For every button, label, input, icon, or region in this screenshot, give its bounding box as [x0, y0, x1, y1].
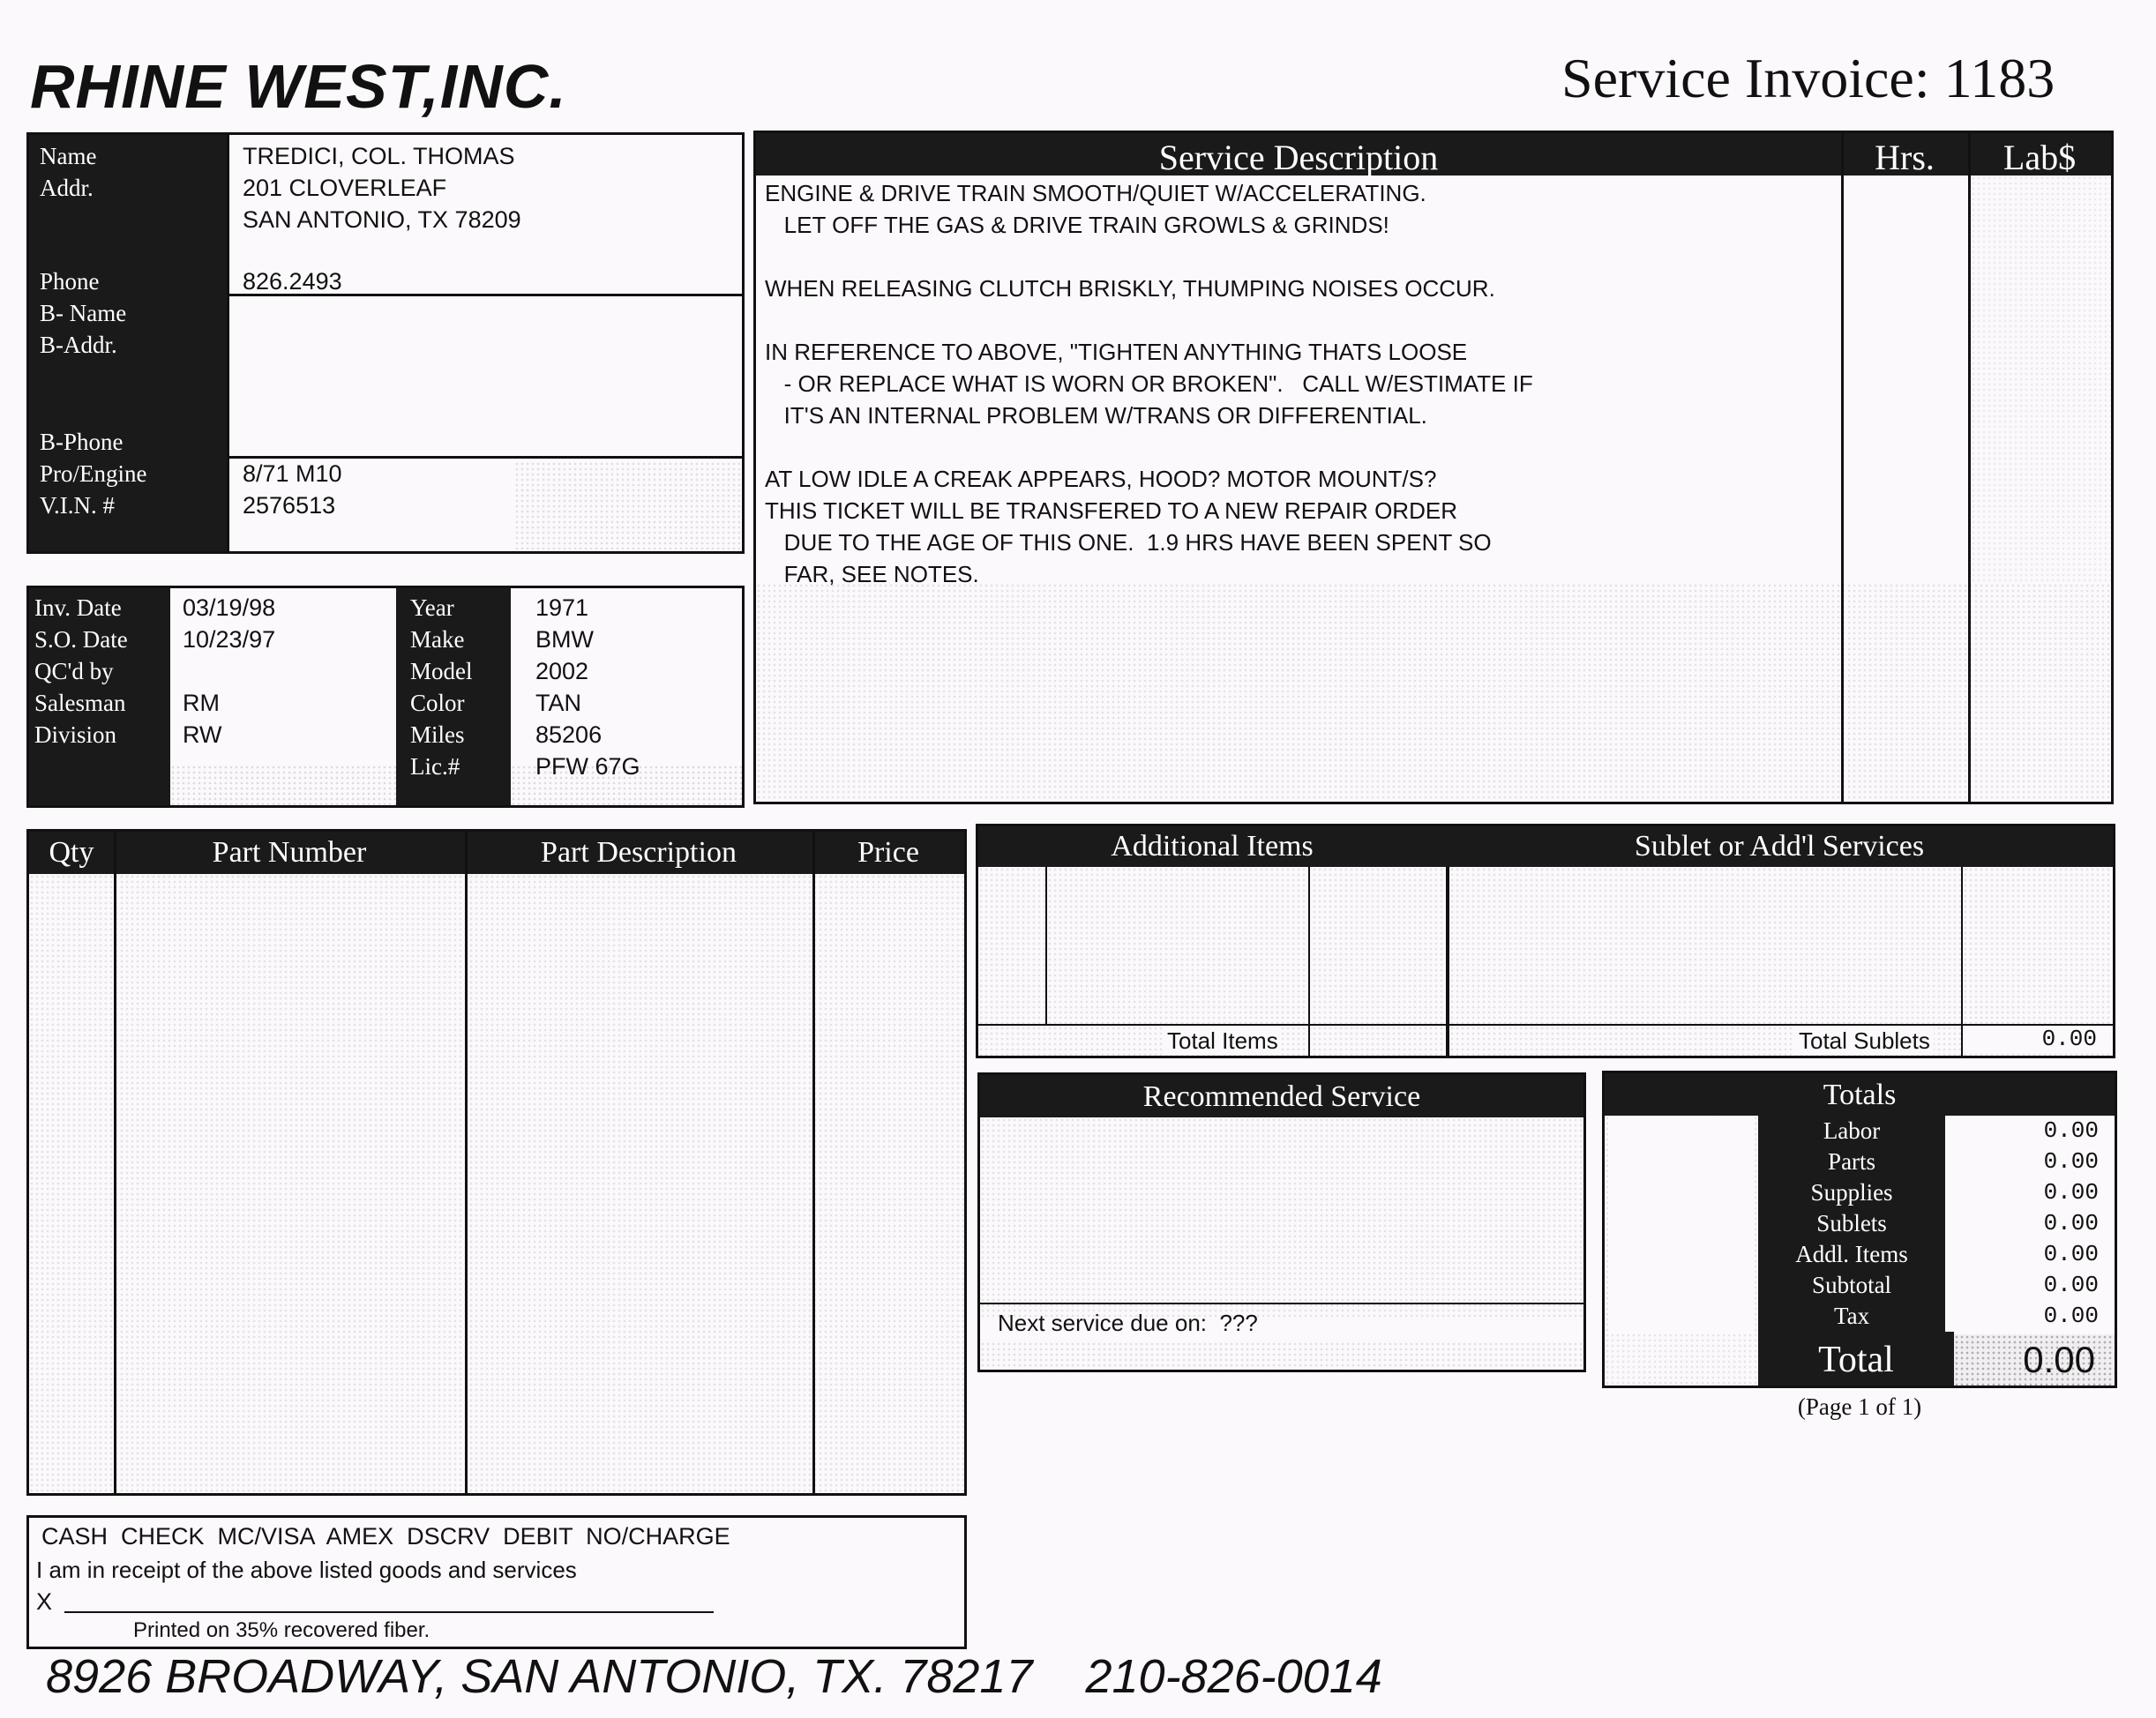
part-number-header: Part Number	[212, 836, 367, 869]
vin-number: 2576513	[243, 492, 336, 519]
vin-shade	[514, 461, 740, 549]
signature-x: X	[36, 1588, 53, 1615]
footer-address: 8926 BROADWAY, SAN ANTONIO, TX. 78217 210-826-0014	[46, 1650, 1382, 1703]
service-line: IN REFERENCE TO ABOVE, "TIGHTEN ANYTHING THATS LOOSE	[765, 339, 1468, 365]
recommended-shade	[980, 1117, 1583, 1320]
totals-row-subtotal	[1758, 1270, 2115, 1301]
make-label: Make	[410, 626, 465, 653]
sublets-label: Sublets	[1816, 1210, 1887, 1236]
model-label: Model	[410, 658, 473, 684]
vehicle-box	[26, 586, 745, 808]
division: RW	[183, 721, 222, 748]
page-indicator: (Page 1 of 1)	[1797, 1393, 1922, 1420]
additional-items-box	[976, 824, 2115, 1058]
total-value: 0.00	[1954, 1334, 2115, 1386]
qc-label: QC'd by	[34, 658, 114, 684]
proengine-label: Pro/Engine	[40, 460, 147, 487]
additional-totals-rule	[978, 1024, 2113, 1026]
hrs-header: Hrs.	[1875, 138, 1935, 177]
lab-shade	[1971, 176, 2111, 583]
price-column-divider	[812, 832, 815, 1493]
miles-label: Miles	[410, 721, 465, 748]
service-header: Service Description	[1158, 138, 1439, 177]
bname-label: B- Name	[40, 300, 127, 326]
phone-label: Phone	[40, 268, 100, 295]
service-line: ENGINE & DRIVE TRAIN SMOOTH/QUIET W/ACCELERATING.	[765, 180, 1426, 206]
customer-phone: 826.2493	[243, 268, 342, 295]
labor-label: Labor	[1823, 1117, 1881, 1144]
totals-header: Totals	[1823, 1079, 1897, 1111]
part-description-header: Part Description	[541, 836, 737, 869]
bphone-label: B-Phone	[40, 429, 124, 455]
subtotal-value: 0.00	[1945, 1270, 2115, 1301]
lic-label: Lic.#	[410, 753, 460, 780]
price-header: Price	[857, 836, 919, 869]
parts-value: 0.00	[1945, 1147, 2115, 1177]
company-name: RHINE WEST,INC.	[30, 52, 567, 121]
invoice-title	[1561, 46, 2055, 111]
service-line: - OR REPLACE WHAT IS WORN OR BROKEN". CALL W/ESTIMATE IF	[765, 370, 1533, 397]
service-line	[765, 431, 1832, 463]
name-label: Name	[40, 143, 97, 169]
recommended-box	[977, 1072, 1586, 1372]
service-line: THIS TICKET WILL BE TRANSFERED TO A NEW REPAIR ORDER	[765, 497, 1457, 524]
addr-label: Addr.	[40, 175, 94, 201]
pro-engine: 8/71 M10	[243, 460, 342, 487]
service-line: DUE TO THE AGE OF THIS ONE. 1.9 HRS HAVE BEEN SPENT SO	[765, 529, 1492, 556]
addl-items-label: Addl. Items	[1795, 1241, 1908, 1267]
totals-row-parts	[1758, 1147, 2115, 1177]
baddr-label: B-Addr.	[40, 332, 117, 358]
customer-name: TREDICI, COL. THOMAS	[243, 143, 515, 169]
service-line: LET OFF THE GAS & DRIVE TRAIN GROWLS & GRINDS!	[765, 212, 1389, 238]
service-shade	[756, 583, 2111, 802]
payment-methods: CASH CHECK MC/VISA AMEX DSCRV DEBIT NO/CHARGE	[41, 1523, 730, 1550]
service-line	[765, 241, 1832, 273]
service-box	[753, 131, 2114, 804]
vehicle-color: TAN	[535, 690, 581, 716]
additional-items-header: Additional Items	[1111, 830, 1314, 863]
additional-col-divider-2	[1308, 867, 1310, 1056]
recommended-header: Recommended Service	[1142, 1080, 1421, 1113]
vehicle-make: BMW	[535, 626, 594, 653]
vin-label: V.I.N. #	[40, 492, 116, 519]
recommended-bottom-shade	[980, 1341, 1583, 1370]
vehicle-miles: 85206	[535, 721, 603, 748]
qty-column-divider	[114, 832, 116, 1493]
service-line: AT LOW IDLE A CREAK APPEARS, HOOD? MOTOR MOUNT/S?	[765, 466, 1437, 492]
supplies-label: Supplies	[1810, 1179, 1893, 1206]
dates-shade	[170, 765, 396, 805]
additional-shade	[978, 867, 2113, 1056]
totals-row-supplies	[1758, 1177, 2115, 1208]
invoice-label: Service Invoice:	[1561, 47, 1930, 109]
totals-left-panel	[1608, 1117, 1755, 1334]
sublet-header: Sublet or Add'l Services	[1634, 830, 1925, 863]
payment-box	[26, 1515, 967, 1649]
customer-addr-line2: SAN ANTONIO, TX 78209	[243, 206, 521, 233]
recommended-rule	[980, 1303, 1583, 1304]
total-sublets-label: Total Sublets	[1795, 1027, 1934, 1055]
totals-row-sublets	[1758, 1208, 2115, 1239]
next-service-text: Next service due on: ???	[998, 1310, 1258, 1336]
additional-col-divider-1	[1045, 867, 1047, 1024]
inv-date-label: Inv. Date	[34, 594, 122, 621]
totals-box	[1602, 1071, 2117, 1388]
tax-label: Tax	[1834, 1303, 1870, 1329]
salesman: RM	[183, 690, 220, 716]
parts-label: Parts	[1828, 1148, 1876, 1175]
labor-value: 0.00	[1945, 1116, 2115, 1147]
sublets-value: 0.00	[1945, 1208, 2115, 1239]
parts-body-shade	[29, 874, 964, 1493]
service-line: FAR, SEE NOTES.	[765, 561, 979, 587]
service-line: IT'S AN INTERNAL PROBLEM W/TRANS OR DIFFERENTIAL.	[765, 402, 1427, 429]
customer-divider-vertical	[227, 135, 229, 551]
lab-header: Lab$	[2003, 138, 2077, 177]
printed-note: Printed on 35% recovered fiber.	[133, 1618, 430, 1642]
color-label: Color	[410, 690, 465, 716]
customer-addr-line1: 201 CLOVERLEAF	[243, 175, 447, 201]
total-sublets-value: 0.00	[1965, 1026, 2109, 1052]
salesman-label: Salesman	[34, 690, 126, 716]
vehicle-license: PFW 67G	[535, 753, 640, 780]
invoice-number: 1183	[1943, 47, 2055, 109]
signature-line[interactable]	[64, 1611, 714, 1613]
service-line: WHEN RELEASING CLUTCH BRISKLY, THUMPING NOISES OCCUR.	[765, 275, 1495, 302]
additional-sublet-divider	[1446, 867, 1449, 1056]
service-line	[765, 304, 1832, 336]
total-items-label: Total Items	[1164, 1027, 1282, 1055]
parts-table	[26, 829, 967, 1496]
subtotal-label: Subtotal	[1812, 1272, 1892, 1298]
totals-row-addl-items	[1758, 1239, 2115, 1270]
vehicle-year: 1971	[535, 594, 589, 621]
vehicle-model: 2002	[535, 658, 589, 684]
inv-date: 03/19/98	[183, 594, 276, 621]
division-label: Division	[34, 721, 117, 748]
so-date-label: S.O. Date	[34, 626, 128, 653]
sublet-col-divider	[1961, 867, 1963, 1056]
qty-header: Qty	[49, 836, 94, 869]
supplies-value: 0.00	[1945, 1177, 2115, 1208]
total-label: Total	[1818, 1340, 1894, 1380]
totals-rows	[1758, 1116, 2115, 1332]
tax-value: 0.00	[1945, 1301, 2115, 1332]
receipt-text: I am in receipt of the above listed goods and services	[36, 1557, 577, 1583]
so-date: 10/23/97	[183, 626, 276, 653]
totals-row-labor	[1758, 1116, 2115, 1147]
totals-row-tax	[1758, 1301, 2115, 1332]
service-lines	[765, 177, 1832, 590]
year-label: Year	[410, 594, 454, 621]
part-number-column-divider	[465, 832, 468, 1493]
total-row	[1758, 1334, 2115, 1386]
addl-items-value: 0.00	[1945, 1239, 2115, 1270]
customer-box	[26, 132, 745, 554]
